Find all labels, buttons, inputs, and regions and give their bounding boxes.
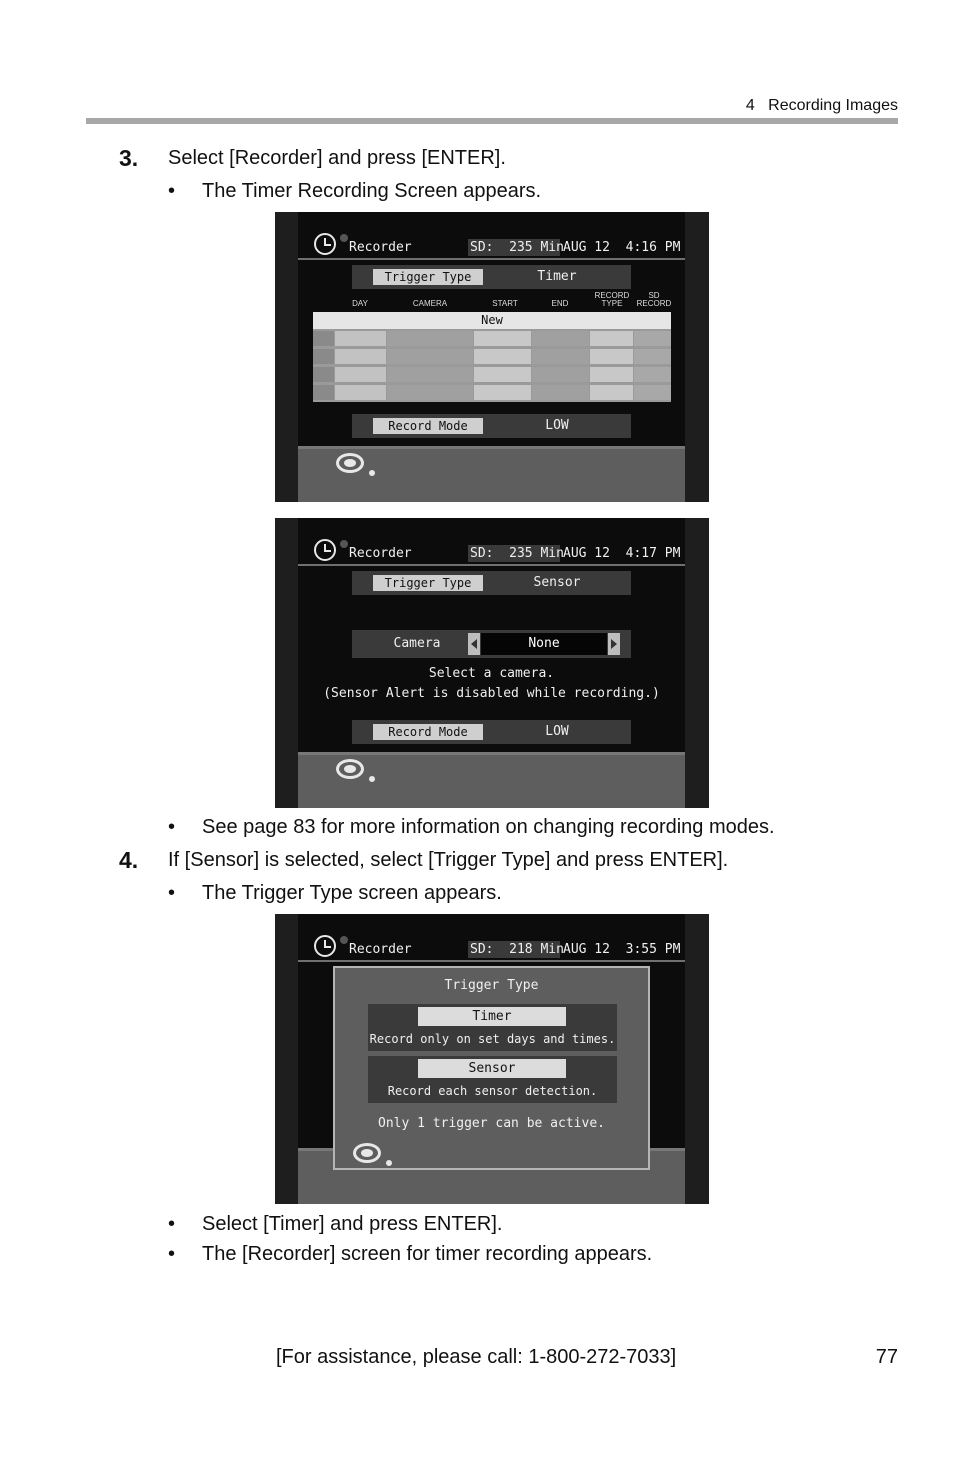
bullet-marker: • [168,1213,176,1235]
page-number: 77 [875,1346,898,1368]
trigger-type-dialog [333,966,650,1170]
schedule-cell[interactable] [313,385,334,400]
trigger-type-button[interactable]: Trigger Type [373,575,483,591]
screen-side [275,914,298,1204]
trigger-note: Only 1 trigger can be active. [378,1116,605,1131]
schedule-cell[interactable] [634,331,671,346]
camera-select-value[interactable]: None [481,633,607,655]
sensor-button[interactable]: Sensor [418,1059,566,1078]
screenshot-timer-recording [275,212,709,502]
schedule-cell[interactable] [387,385,473,400]
screen-title: Recorder [349,546,412,561]
screen-side [685,914,709,1204]
screen-datetime: AUG 12 4:16 PM [563,240,681,255]
header-rule [86,118,898,124]
running-head: 4 Recording Images [745,97,898,114]
screen-header-line [298,564,685,566]
schedule-cell[interactable] [387,331,473,346]
schedule-cell[interactable] [590,331,633,346]
record-mode-button[interactable]: Record Mode [373,418,483,434]
camera-select-bar [352,630,631,658]
camera-instruction: Select a camera. [428,666,555,681]
col-start: START [492,299,518,308]
step-4-number: 4. [119,847,139,873]
schedule-cell[interactable] [532,331,589,346]
trigger-type-bar [352,265,631,289]
schedule-cell[interactable] [335,385,386,400]
schedule-cell[interactable] [474,367,531,382]
schedule-cell[interactable] [532,385,589,400]
trigger-type-button[interactable]: Trigger Type [373,269,483,285]
schedule-grid [313,312,671,402]
screen-datetime: AUG 12 4:17 PM [563,546,681,561]
screen-header-line [298,960,685,962]
trigger-type-value: Timer [537,269,577,284]
schedule-cell[interactable] [634,367,671,382]
bullet-marker: • [168,1243,176,1265]
select-timer-bullet: Select [Timer] and press ENTER]. [202,1213,503,1235]
dpad-icon [350,1140,384,1166]
arrow-left-icon[interactable] [468,633,480,655]
camera-label: Camera [393,636,441,651]
screenshot-trigger-type [275,914,709,1204]
option-timer[interactable] [368,1004,617,1051]
sensor-alert-note: (Sensor Alert is disabled while recording.) [323,686,660,701]
schedule-cell[interactable] [590,367,633,382]
schedule-row-new[interactable]: New [313,312,671,329]
schedule-cell[interactable] [634,385,671,400]
step-3-text: Select [Recorder] and press [ENTER]. [168,147,506,169]
step-3-number: 3. [119,145,139,171]
record-mode-bar [352,720,631,744]
see-page-bullet: See page 83 for more information on changing recording modes. [202,816,775,838]
dpad-icon [333,450,367,476]
clock-icon [314,233,336,255]
sd-remaining: SD: 235 Min [470,240,564,255]
screenshot-sensor-recording [275,518,709,808]
step-3-bullet: The Timer Recording Screen appears. [202,180,542,202]
col-sd-record: SD RECORD [636,291,672,308]
trigger-type-bar [352,571,631,595]
status-dot-icon [340,234,348,242]
timer-button[interactable]: Timer [418,1007,566,1026]
schedule-cell[interactable] [335,367,386,382]
clock-icon [314,539,336,561]
col-end: END [551,299,569,308]
schedule-cell[interactable] [634,349,671,364]
record-mode-button[interactable]: Record Mode [373,724,483,740]
arrow-right-icon[interactable] [608,633,620,655]
schedule-cell[interactable] [590,349,633,364]
schedule-cell[interactable] [474,385,531,400]
screen-datetime: AUG 12 3:55 PM [563,942,681,957]
schedule-cell[interactable] [532,367,589,382]
schedule-cell[interactable] [313,331,334,346]
schedule-cell[interactable] [590,385,633,400]
assistance-footer: [For assistance, please call: 1-800-272-7033] [276,1346,677,1368]
col-camera: CAMERA [412,299,448,308]
step-4-bullet: The Trigger Type screen appears. [202,882,502,904]
screen-side [275,212,298,502]
status-dot-icon [340,936,348,944]
schedule-cell[interactable] [387,367,473,382]
schedule-cell[interactable] [335,349,386,364]
schedule-cell[interactable] [532,349,589,364]
sd-remaining: SD: 235 Min [470,546,564,561]
bullet-marker: • [168,816,176,838]
bullet-marker: • [168,180,176,202]
record-mode-bar [352,414,631,438]
schedule-cell[interactable] [335,331,386,346]
screen-side [275,518,298,808]
schedule-cell[interactable] [474,349,531,364]
bullet-marker: • [168,882,176,904]
schedule-cell[interactable] [313,367,334,382]
record-mode-value: LOW [545,418,569,433]
trigger-type-value: Sensor [533,575,581,590]
screen-title: Recorder [349,240,412,255]
col-day: DAY [352,299,368,308]
status-dot-icon [340,540,348,548]
recorder-screen-bullet: The [Recorder] screen for timer recording appears. [202,1243,653,1265]
clock-icon [314,935,336,957]
screen-title: Recorder [349,942,412,957]
col-record-type: RECORD TYPE [594,291,630,308]
schedule-cell[interactable] [387,349,473,364]
screen-header-line [298,258,685,260]
dpad-icon [333,756,367,782]
screen-side [685,212,709,502]
step-4-text: If [Sensor] is selected, select [Trigger Type] and press ENTER]. [168,849,729,871]
sd-remaining: SD: 218 Min [470,942,564,957]
timer-description: Record only on set days and times. [369,1032,616,1046]
dialog-title: Trigger Type [444,978,539,993]
schedule-cell[interactable] [474,331,531,346]
schedule-cell[interactable] [313,349,334,364]
screen-side [685,518,709,808]
option-sensor[interactable] [368,1056,617,1103]
record-mode-value: LOW [545,724,569,739]
sensor-description: Record each sensor detection. [387,1084,598,1098]
